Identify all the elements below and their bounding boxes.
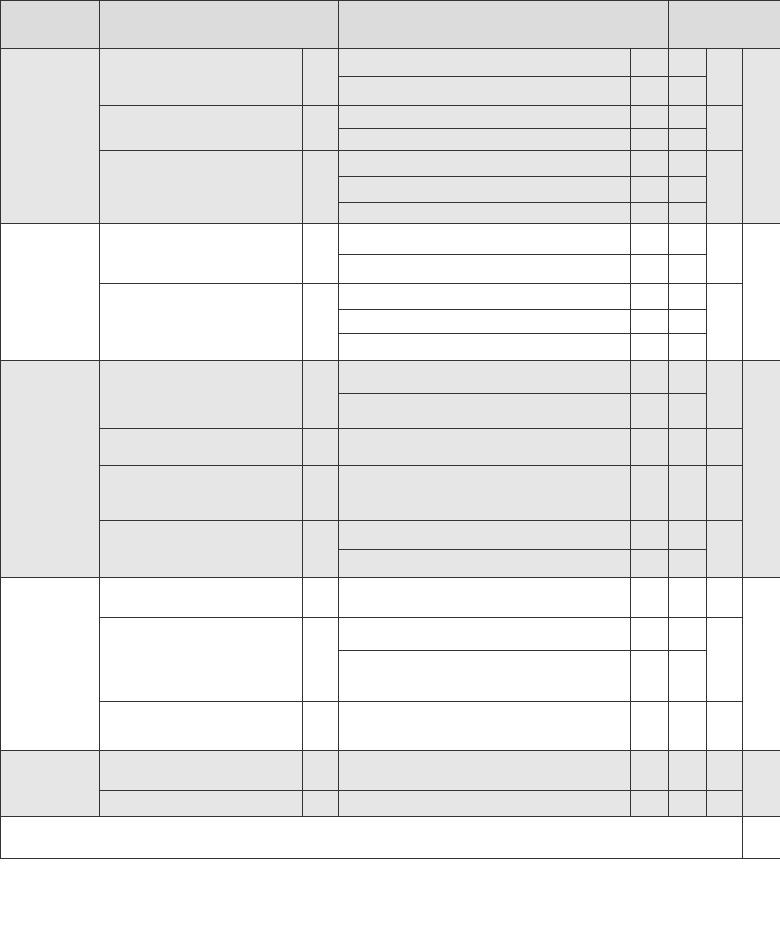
item-score-cell [669, 151, 707, 177]
breakdown-text [339, 578, 631, 618]
subcategory-label [100, 429, 303, 466]
breakdown-points [631, 255, 669, 284]
table-row [1, 702, 780, 751]
subcategory-weight [303, 791, 339, 817]
subcategory-label [100, 702, 303, 751]
subcategory-score-cell [707, 521, 743, 578]
breakdown-points [631, 394, 669, 429]
total-score-cell [743, 817, 780, 859]
table-row [1, 284, 780, 310]
item-score-cell [669, 751, 707, 791]
subcategory-weight [303, 284, 339, 361]
breakdown-points [631, 702, 669, 751]
subcategory-weight [303, 702, 339, 751]
item-score-cell [669, 224, 707, 255]
subcategory-weight [303, 578, 339, 618]
subcategory-weight [303, 751, 339, 791]
table-row [1, 751, 780, 791]
criteria-score-cell [743, 361, 780, 578]
subcategory-weight [303, 429, 339, 466]
breakdown-points [631, 361, 669, 394]
total-label [1, 817, 743, 859]
breakdown-text [339, 394, 631, 429]
table-row [1, 106, 780, 129]
breakdown-points [631, 77, 669, 106]
item-score-cell [669, 791, 707, 817]
subcategory-weight [303, 106, 339, 151]
criteria-cell [1, 361, 100, 578]
subcategory-score-cell [707, 578, 743, 618]
breakdown-text [339, 129, 631, 151]
table-row [1, 151, 780, 177]
table-row [1, 466, 780, 521]
breakdown-points [631, 310, 669, 334]
breakdown-points [631, 49, 669, 77]
subcategory-label [100, 791, 303, 817]
criteria-cell [1, 224, 100, 361]
breakdown-points [631, 429, 669, 466]
breakdown-header [339, 1, 669, 49]
breakdown-text [339, 334, 631, 361]
item-score-cell [669, 129, 707, 151]
table-row [1, 224, 780, 255]
breakdown-points [631, 151, 669, 177]
breakdown-text [339, 702, 631, 751]
breakdown-points [631, 334, 669, 361]
breakdown-points [631, 466, 669, 521]
item-score-cell [669, 618, 707, 651]
item-score-cell [669, 702, 707, 751]
breakdown-text [339, 361, 631, 394]
breakdown-text [339, 651, 631, 702]
breakdown-text [339, 466, 631, 521]
item-score-cell [669, 521, 707, 550]
criteria-header [1, 1, 100, 49]
breakdown-points [631, 791, 669, 817]
subcategories-header [100, 1, 339, 49]
subcategory-weight [303, 618, 339, 702]
breakdown-points [631, 751, 669, 791]
breakdown-text [339, 106, 631, 129]
criteria-score-cell [743, 224, 780, 361]
table-row [1, 578, 780, 618]
item-score-cell [669, 429, 707, 466]
breakdown-text [339, 791, 631, 817]
breakdown-text [339, 203, 631, 224]
breakdown-text [339, 521, 631, 550]
criteria-cell [1, 578, 100, 751]
subcategory-score-cell [707, 618, 743, 702]
score-header [669, 1, 780, 49]
subcategory-score-cell [707, 791, 743, 817]
subcategory-label [100, 578, 303, 618]
table-row [1, 361, 780, 394]
subcategory-label [100, 618, 303, 702]
breakdown-points [631, 177, 669, 203]
subcategory-label [100, 521, 303, 578]
breakdown-text [339, 751, 631, 791]
subcategory-weight [303, 151, 339, 224]
item-score-cell [669, 77, 707, 106]
breakdown-text [339, 284, 631, 310]
criteria-score-cell [743, 578, 780, 751]
table-row [1, 791, 780, 817]
subcategory-score-cell [707, 429, 743, 466]
item-score-cell [669, 578, 707, 618]
item-score-cell [669, 177, 707, 203]
breakdown-points [631, 284, 669, 310]
breakdown-points [631, 651, 669, 702]
subcategory-score-cell [707, 702, 743, 751]
item-score-cell [669, 310, 707, 334]
criteria-score-cell [743, 751, 780, 817]
header-row [1, 1, 780, 49]
subcategory-label [100, 466, 303, 521]
subcategory-score-cell [707, 466, 743, 521]
breakdown-text [339, 151, 631, 177]
subcategory-score-cell [707, 49, 743, 106]
breakdown-text [339, 49, 631, 77]
breakdown-points [631, 618, 669, 651]
breakdown-text [339, 550, 631, 578]
table-row [1, 521, 780, 550]
subcategory-label [100, 224, 303, 284]
breakdown-points [631, 203, 669, 224]
item-score-cell [669, 651, 707, 702]
breakdown-text [339, 77, 631, 106]
breakdown-text [339, 224, 631, 255]
breakdown-text [339, 618, 631, 651]
item-score-cell [669, 466, 707, 521]
breakdown-points [631, 224, 669, 255]
item-score-cell [669, 394, 707, 429]
item-score-cell [669, 49, 707, 77]
subcategory-weight [303, 466, 339, 521]
breakdown-points [631, 578, 669, 618]
criteria-cell [1, 751, 100, 817]
subcategory-label [100, 106, 303, 151]
criteria-cell [1, 49, 100, 224]
breakdown-text [339, 429, 631, 466]
table-row [1, 618, 780, 651]
item-score-cell [669, 203, 707, 224]
subcategory-weight [303, 49, 339, 106]
subcategory-weight [303, 521, 339, 578]
subcategory-score-cell [707, 224, 743, 284]
subcategory-score-cell [707, 106, 743, 151]
subcategory-score-cell [707, 751, 743, 791]
item-score-cell [669, 255, 707, 284]
breakdown-text [339, 310, 631, 334]
subcategory-weight [303, 361, 339, 429]
breakdown-text [339, 255, 631, 284]
item-score-cell [669, 361, 707, 394]
subcategory-score-cell [707, 151, 743, 224]
subcategory-label [100, 284, 303, 361]
breakdown-text [339, 177, 631, 203]
subcategory-label [100, 361, 303, 429]
item-score-cell [669, 106, 707, 129]
item-score-cell [669, 334, 707, 361]
item-score-cell [669, 284, 707, 310]
table-row [1, 49, 780, 77]
subcategory-label [100, 49, 303, 106]
subcategory-score-cell [707, 361, 743, 429]
subcategory-label [100, 751, 303, 791]
breakdown-points [631, 521, 669, 550]
criteria-score-cell [743, 49, 780, 224]
total-row [1, 817, 780, 859]
table-row [1, 429, 780, 466]
subcategory-score-cell [707, 284, 743, 361]
item-score-cell [669, 550, 707, 578]
breakdown-points [631, 550, 669, 578]
subcategory-label [100, 151, 303, 224]
breakdown-points [631, 129, 669, 151]
subcategory-weight [303, 224, 339, 284]
breakdown-points [631, 106, 669, 129]
